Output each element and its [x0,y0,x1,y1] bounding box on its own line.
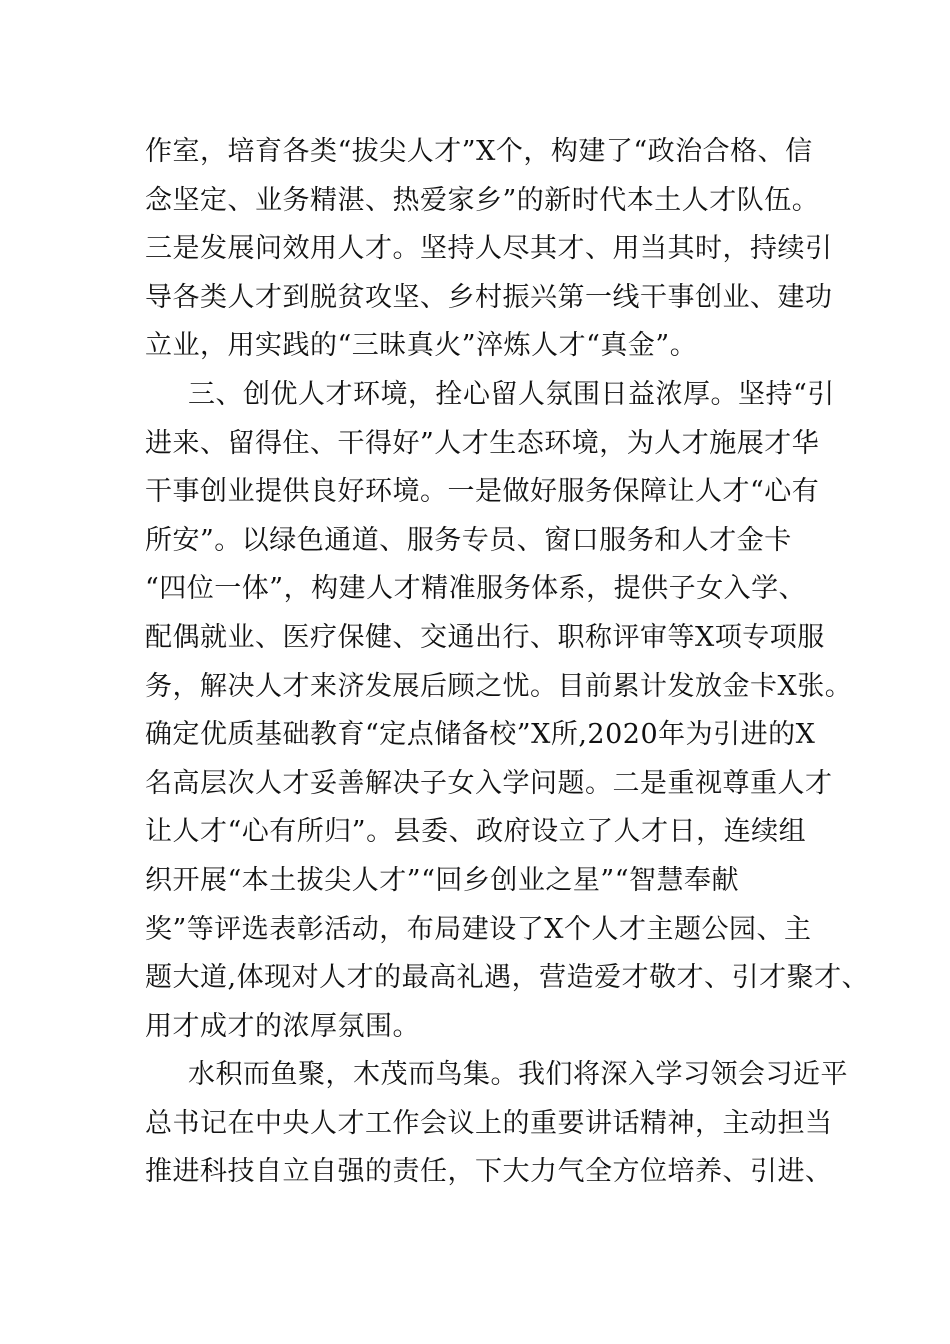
text-line: 念坚定、业务精湛、热爱家乡”的新时代本土人才队伍。 [145,184,820,216]
text-line: 名高层次人才妥善解决子女入学问题。二是重视尊重人才 [145,767,833,799]
text-line: 所安”。以绿色通道、服务专员、窗口服务和人才金卡 [145,524,792,556]
text-line: 用才成才的浓厚氛围。 [145,1010,420,1042]
text-line: 奖”等评选表彰活动，布局建设了X个人才主题公园、主 [145,913,812,945]
text-line: 确定优质基础教育“定点储备校”X所,2020年为引进的X [145,719,816,751]
text-line: 织开展“本土拔尖人才”“回乡创业之星”“智慧奉献 [145,864,740,896]
text-line: 让人才“心有所归”。县委、政府设立了人才日，连续组 [145,816,807,848]
text-line: 配偶就业、医疗保健、交通出行、职称评审等X项专项服 [145,621,825,653]
text-line: “四位一体”，构建人才精准服务体系，提供子女入学、 [145,573,807,605]
text-line: 务，解决人才来济发展后顾之忧。目前累计发放金卡X张。 [145,670,853,702]
closing-paragraph-line: 水积而鱼聚，木茂而鸟集。我们将深入学习领会习近平 [188,1059,848,1091]
text-line: 导各类人才到脱贫攻坚、乡村振兴第一线干事创业、建功 [145,281,833,313]
text-line: 题大道,体现对人才的最高礼遇，营造爱才敬才、引才聚才、 [145,962,870,994]
text-line: 作室，培育各类“拔尖人才”X个，构建了“政治合格、信 [145,136,813,167]
text-line: 总书记在中央人才工作会议上的重要讲话精神，主动担当 [145,1107,833,1139]
text-line: 立业，用实践的“三昧真火”淬炼人才“真金”。 [145,330,698,362]
section-three-heading-line: 三、创优人才环境，拴心留人氛围日益浓厚。坚持“引 [188,378,835,410]
text-line: 干事创业提供良好环境。一是做好服务保障让人才“心有 [145,476,820,508]
text-line: 推进科技自立自强的责任，下大力气全方位培养、引进、 [145,1156,833,1188]
document-body [145,128,870,1197]
text-line: 三是发展问效用人才。坚持人尽其才、用当其时，持续引 [145,233,833,265]
text-line: 进来、留得住、干得好”人才生态环境，为人才施展才华 [145,427,820,459]
